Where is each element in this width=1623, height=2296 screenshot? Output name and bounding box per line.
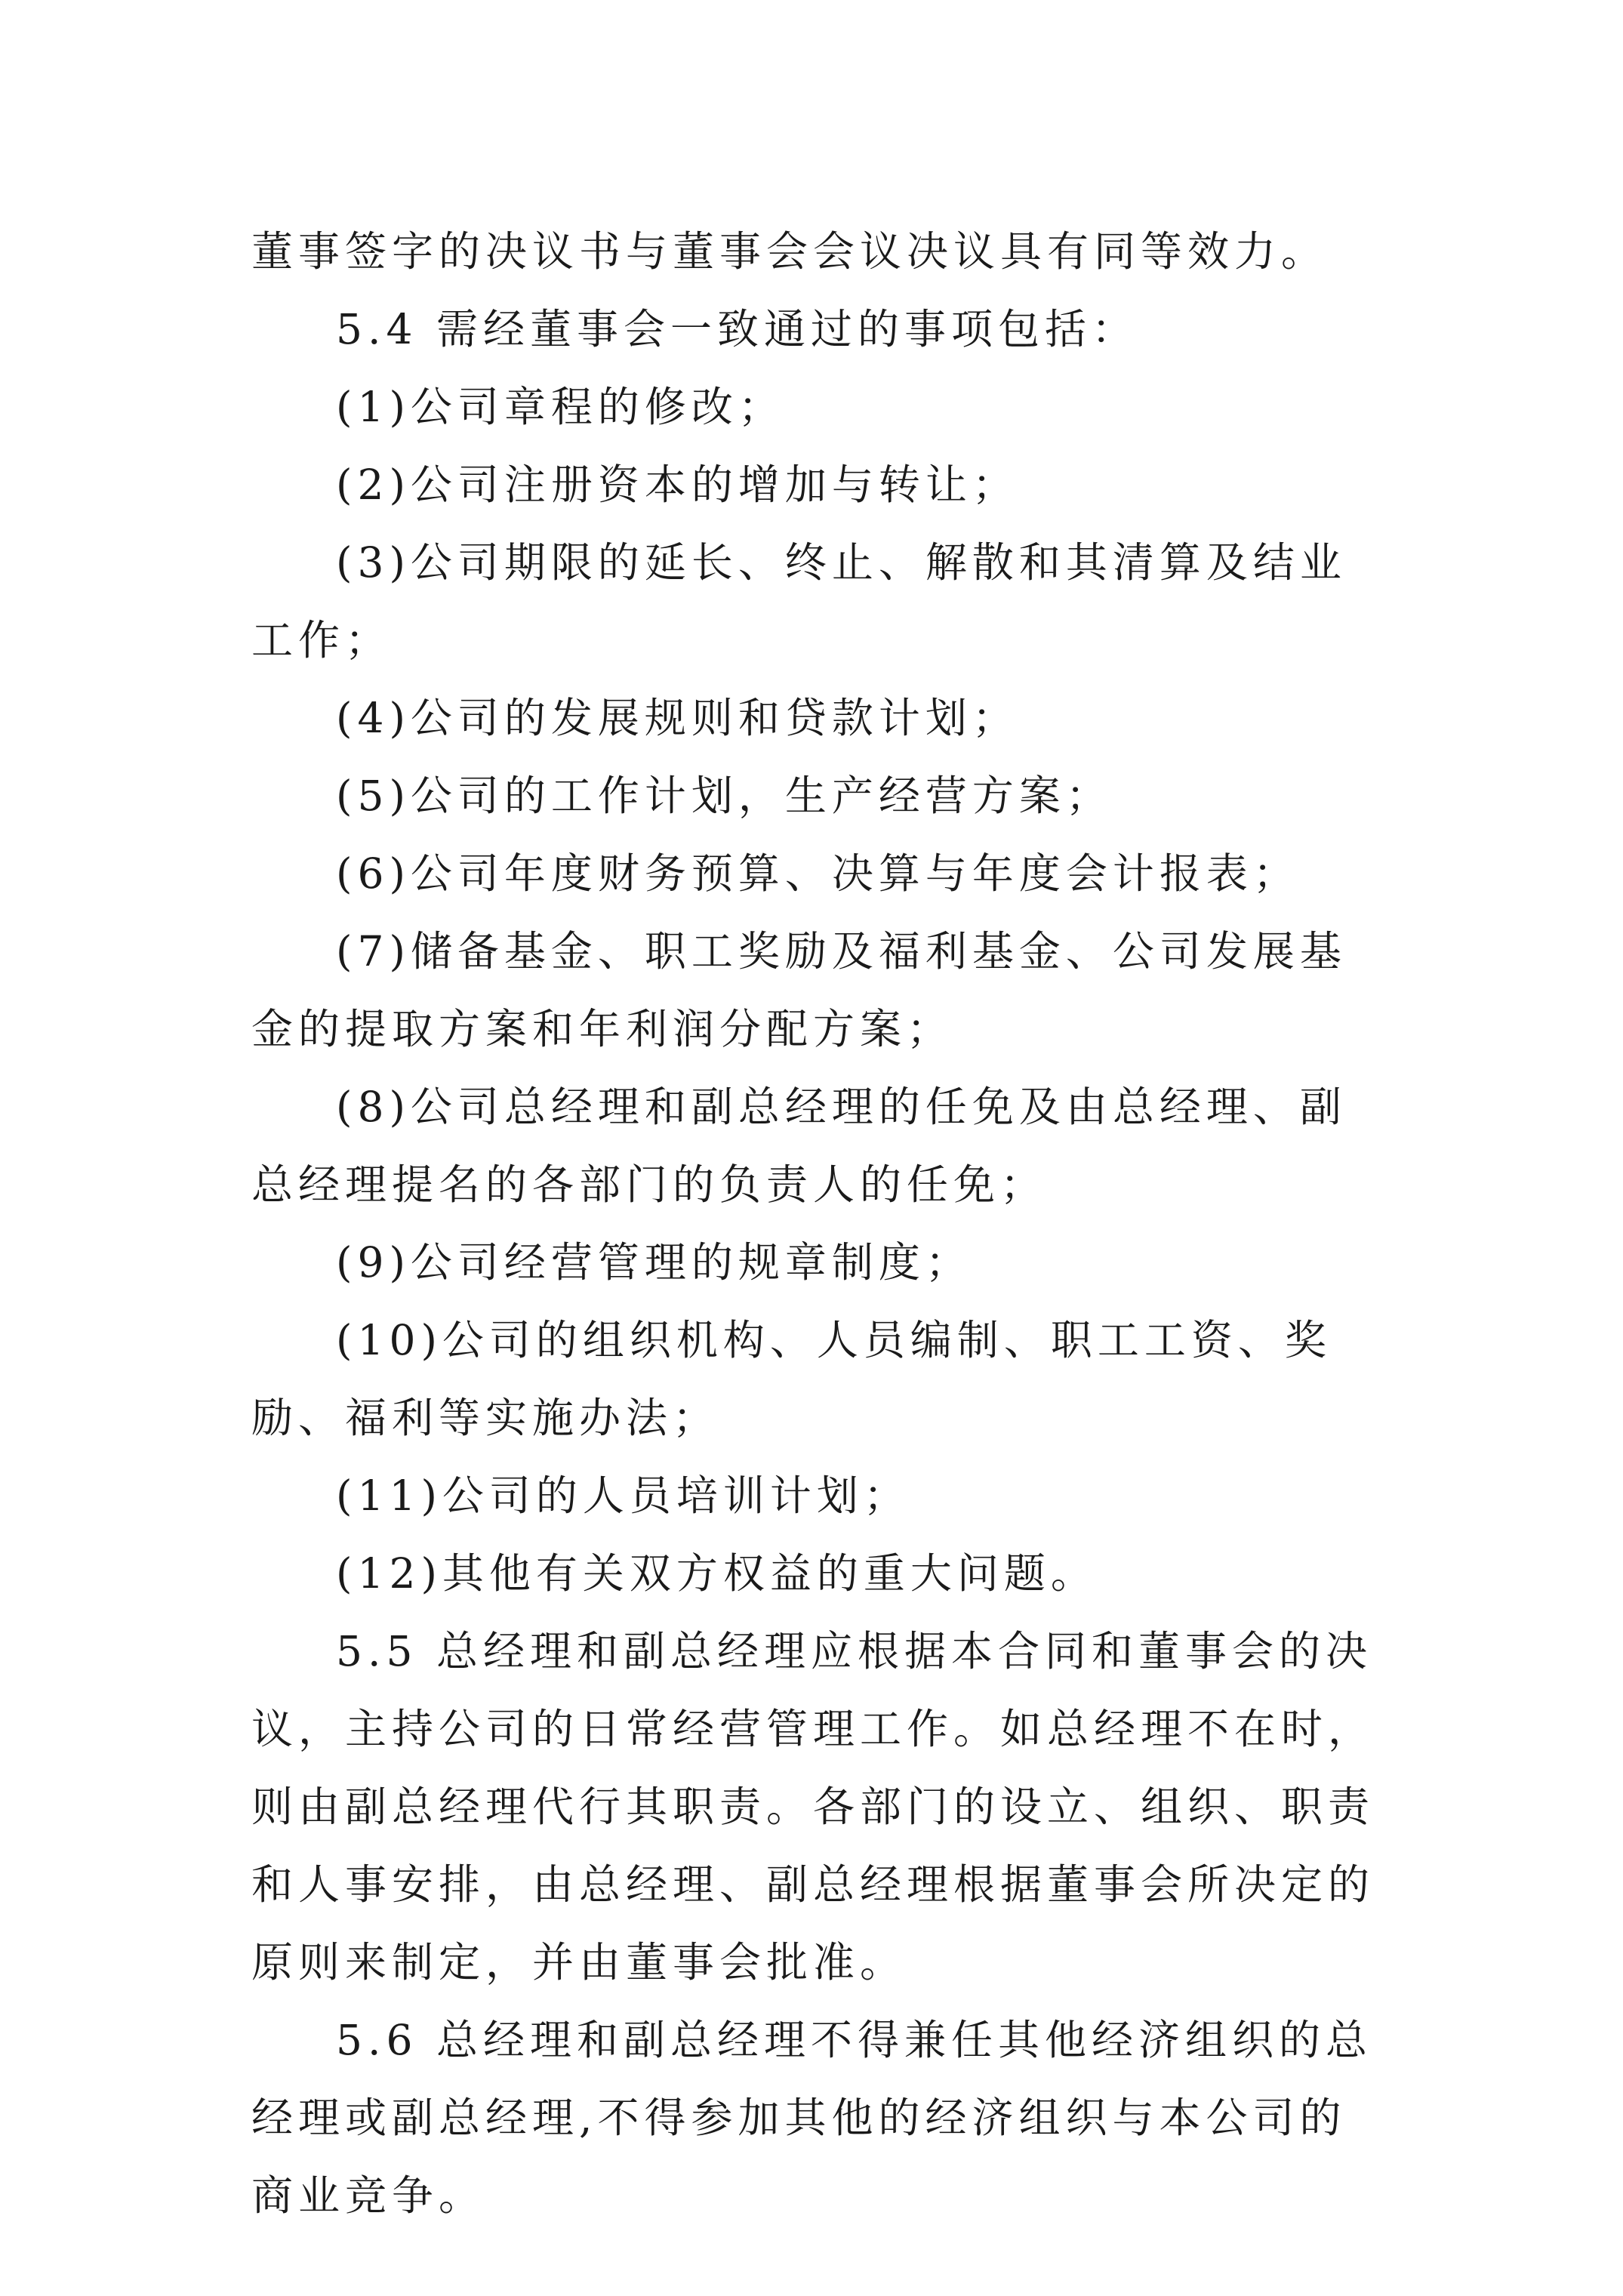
clause-5-5: 5.5 总经理和副总经理应根据本合同和董事会的决议，主持公司的日常经营管理工作。如总经理不在时，则由副总经理代行其职责。各部门的设立、组织、职责和人事安排，由总经理、副总经理根据董事会所决定的原则来制定，并由董事会批准。 xyxy=(251,1627,1375,1986)
list-item-6: (6)公司年度财务预算、决算与年度会计报表； xyxy=(336,849,1300,898)
list-item-1: (1)公司章程的修改； xyxy=(336,383,785,431)
list-item-8: (8)公司总经理和副总经理的任免及由总经理、副总经理提名的各部门的负责人的任免； xyxy=(251,1083,1347,1209)
list-item-7: (7)储备基金、职工奖励及福利基金、公司发展基金的提取方案和年利润分配方案； xyxy=(251,927,1347,1053)
list-item-9: (9)公司经营管理的规章制度； xyxy=(336,1238,972,1287)
list-item-2: (2)公司注册资本的增加与转让； xyxy=(336,461,1019,509)
paragraph-continuation: 董事签字的决议书与董事会会议决议具有同等效力。 xyxy=(251,227,1329,276)
clause-5-6: 5.6 总经理和副总经理不得兼任其他经济组织的总经理或副总经理,不得参加其他的经济组织与本公司的商业竞争。 xyxy=(251,2016,1372,2220)
document-body xyxy=(251,213,1391,2235)
list-item-3: (3)公司期限的延长、终止、解散和其清算及结业工作； xyxy=(251,538,1347,664)
clause-5-4-heading: 5.4 需经董事会一致通过的事项包括： xyxy=(336,305,1138,353)
list-item-12: (12)其他有关双方权益的重大问题。 xyxy=(336,1549,1098,1598)
list-item-4: (4)公司的发展规则和贷款计划； xyxy=(336,694,1019,742)
list-item-5: (5)公司的工作计划，生产经营方案； xyxy=(336,772,1113,820)
list-item-10: (10)公司的组织机构、人员编制、职工工资、奖励、福利等实施办法； xyxy=(251,1316,1332,1442)
list-item-11: (11)公司的人员培训计划； xyxy=(336,1472,910,1520)
